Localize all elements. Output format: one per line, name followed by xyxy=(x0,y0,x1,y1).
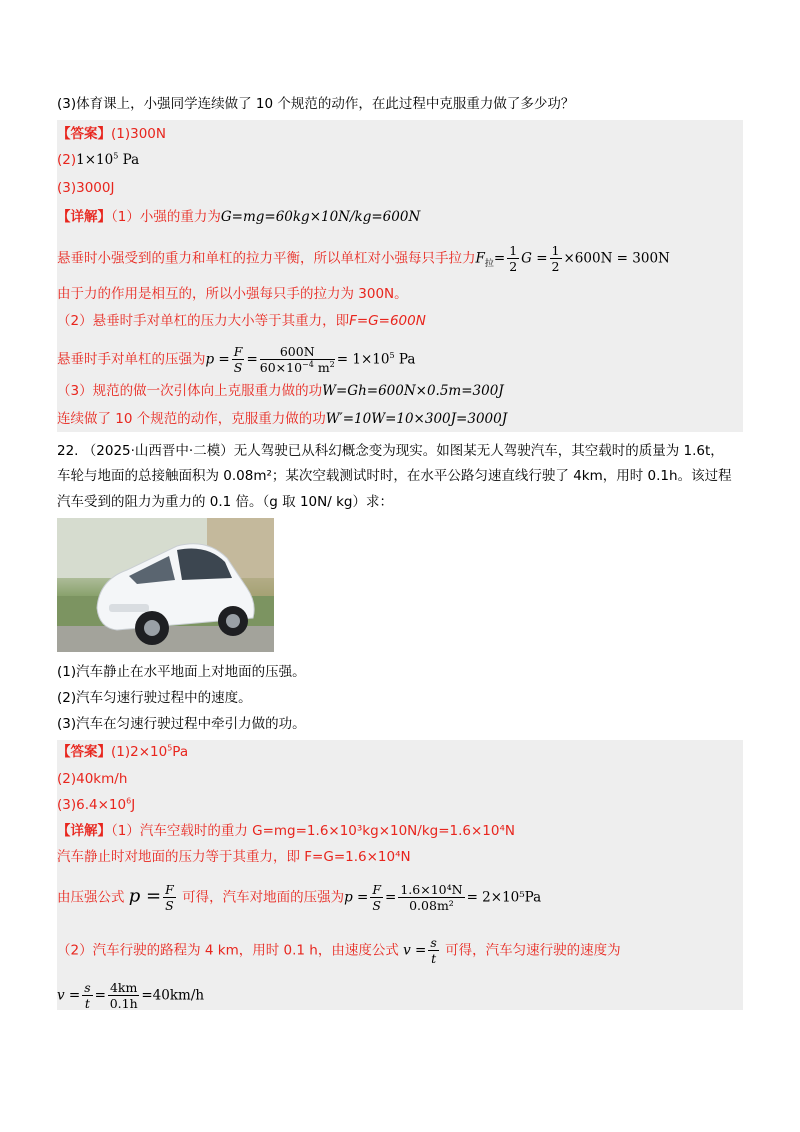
detail-1-line-3: 由于力的作用是相互的，所以小强每只手的拉力为 300N。 xyxy=(57,286,408,302)
fraction-half: $\frac{1}{2}$ xyxy=(509,243,518,274)
detail-1-line-1: 【详解】（1）小强的重力为G=mg=60kg×10N/kg=600N xyxy=(57,209,421,225)
detail-1-line-2: 悬垂时小强受到的重力和单杠的拉力平衡，所以单杠对小强每只手拉力$F_拉=$ $\frac{1}{2}$ G = $\frac{1}{2}$ ×600N = 300N xyxy=(57,243,670,274)
answer-1-line-2: $(2)1\times 10^5$ Pa xyxy=(57,151,140,168)
detail-1-line-5: 悬垂时手对单杠的压强为p = $\frac{F}{S}$ = $\frac{600N}{60\times 10^{-4} m^2}$ = $1\times 10^5$ Pa xyxy=(57,344,416,375)
fraction-half-2: $\frac{1}{2}$ xyxy=(551,243,560,274)
detail-2-line-2: 汽车静止时对地面的压力等于其重力，即 F=G=1.6×10⁴N xyxy=(57,849,411,865)
question-22-sub-1: (1)汽车静止在水平地面上对地面的压强。 xyxy=(57,664,306,680)
car-photo xyxy=(57,518,274,652)
answer-1-line-1 xyxy=(57,124,166,144)
car-illustration xyxy=(57,518,274,652)
detail-2-line-1: 【详解】（1）汽车空载时的重力 G=mg=1.6×10³kg×10N/kg=1.6×10⁴N xyxy=(57,823,515,839)
question-22-sub-3: (3)汽车在匀速行驶过程中牵引力做的功。 xyxy=(57,716,306,732)
detail-1-line-7: 连续做了 10 个规范的动作，克服重力做的功W′=10W=10×300J=3000J xyxy=(57,411,508,427)
answer-1-part-1: (1)300N xyxy=(111,126,166,142)
answer-2-line-2: (2)40km/h xyxy=(57,771,128,787)
detail-1-line-6: （3）规范的做一次引体向上克服重力做的功W=Gh=600N×0.5m=300J xyxy=(57,383,504,399)
question-22-line-2: 车轮与地面的总接触面积为 0.08m²；某次空载测试时时，在水平公路匀速直线行驶了 4km，用时 0.1h。该过程 xyxy=(57,468,732,484)
question-22-sub-2: (2)汽车匀速行驶过程中的速度。 xyxy=(57,690,252,706)
question-22-line-3: 汽车受到的阻力为重力的 0.1 倍。（g 取 10N/ kg）求： xyxy=(57,494,393,510)
answer-label: 【答案】 xyxy=(57,126,111,142)
question-3: (3)体育课上，小强同学连续做了 10 个规范的动作，在此过程中克服重力做了多少功？ xyxy=(57,96,575,112)
answer-1-line-3: (3)3000J xyxy=(57,180,115,196)
answer-2-line-1: 【答案】$(1)2\times 10^5Pa$ xyxy=(57,743,189,760)
answer-2-line-3: $(3)6.4\times 10^6J$ xyxy=(57,796,136,813)
detail-2-line-4: （2）汽车行驶的路程为 4 km，用时 0.1 h，由速度公式 v = $\frac{s}{t}$ 可得，汽车匀速行驶的速度为 xyxy=(57,935,621,966)
pressure-fraction: $\frac{600N}{60\times 10^{-4} m^2}$ xyxy=(259,344,335,375)
detail-2-line-5: v = $\frac{s}{t}$ = $\frac{4km}{0.1h}$ =40km/h xyxy=(57,980,205,1011)
detail-1-line-4: （2）悬垂时手对单杠的压力大小等于其重力，即F=G=600N xyxy=(57,313,426,329)
question-22-line-1: 22. （2025·山西晋中·二模）无人驾驶已从科幻概念变为现实。如图某无人驾驶汽车，其空载时的质量为 1.6t， xyxy=(57,443,724,459)
detail-2-line-3: 由压强公式 p = $\frac{F}{S}$ 可得，汽车对地面的压强为p = $\frac{F}{S}$ = $\frac{\text{1.6×10⁴N}}{\text{0.08m²}}$ = 2×10⁵Pa xyxy=(57,882,542,913)
answer-box-2 xyxy=(57,740,743,1010)
